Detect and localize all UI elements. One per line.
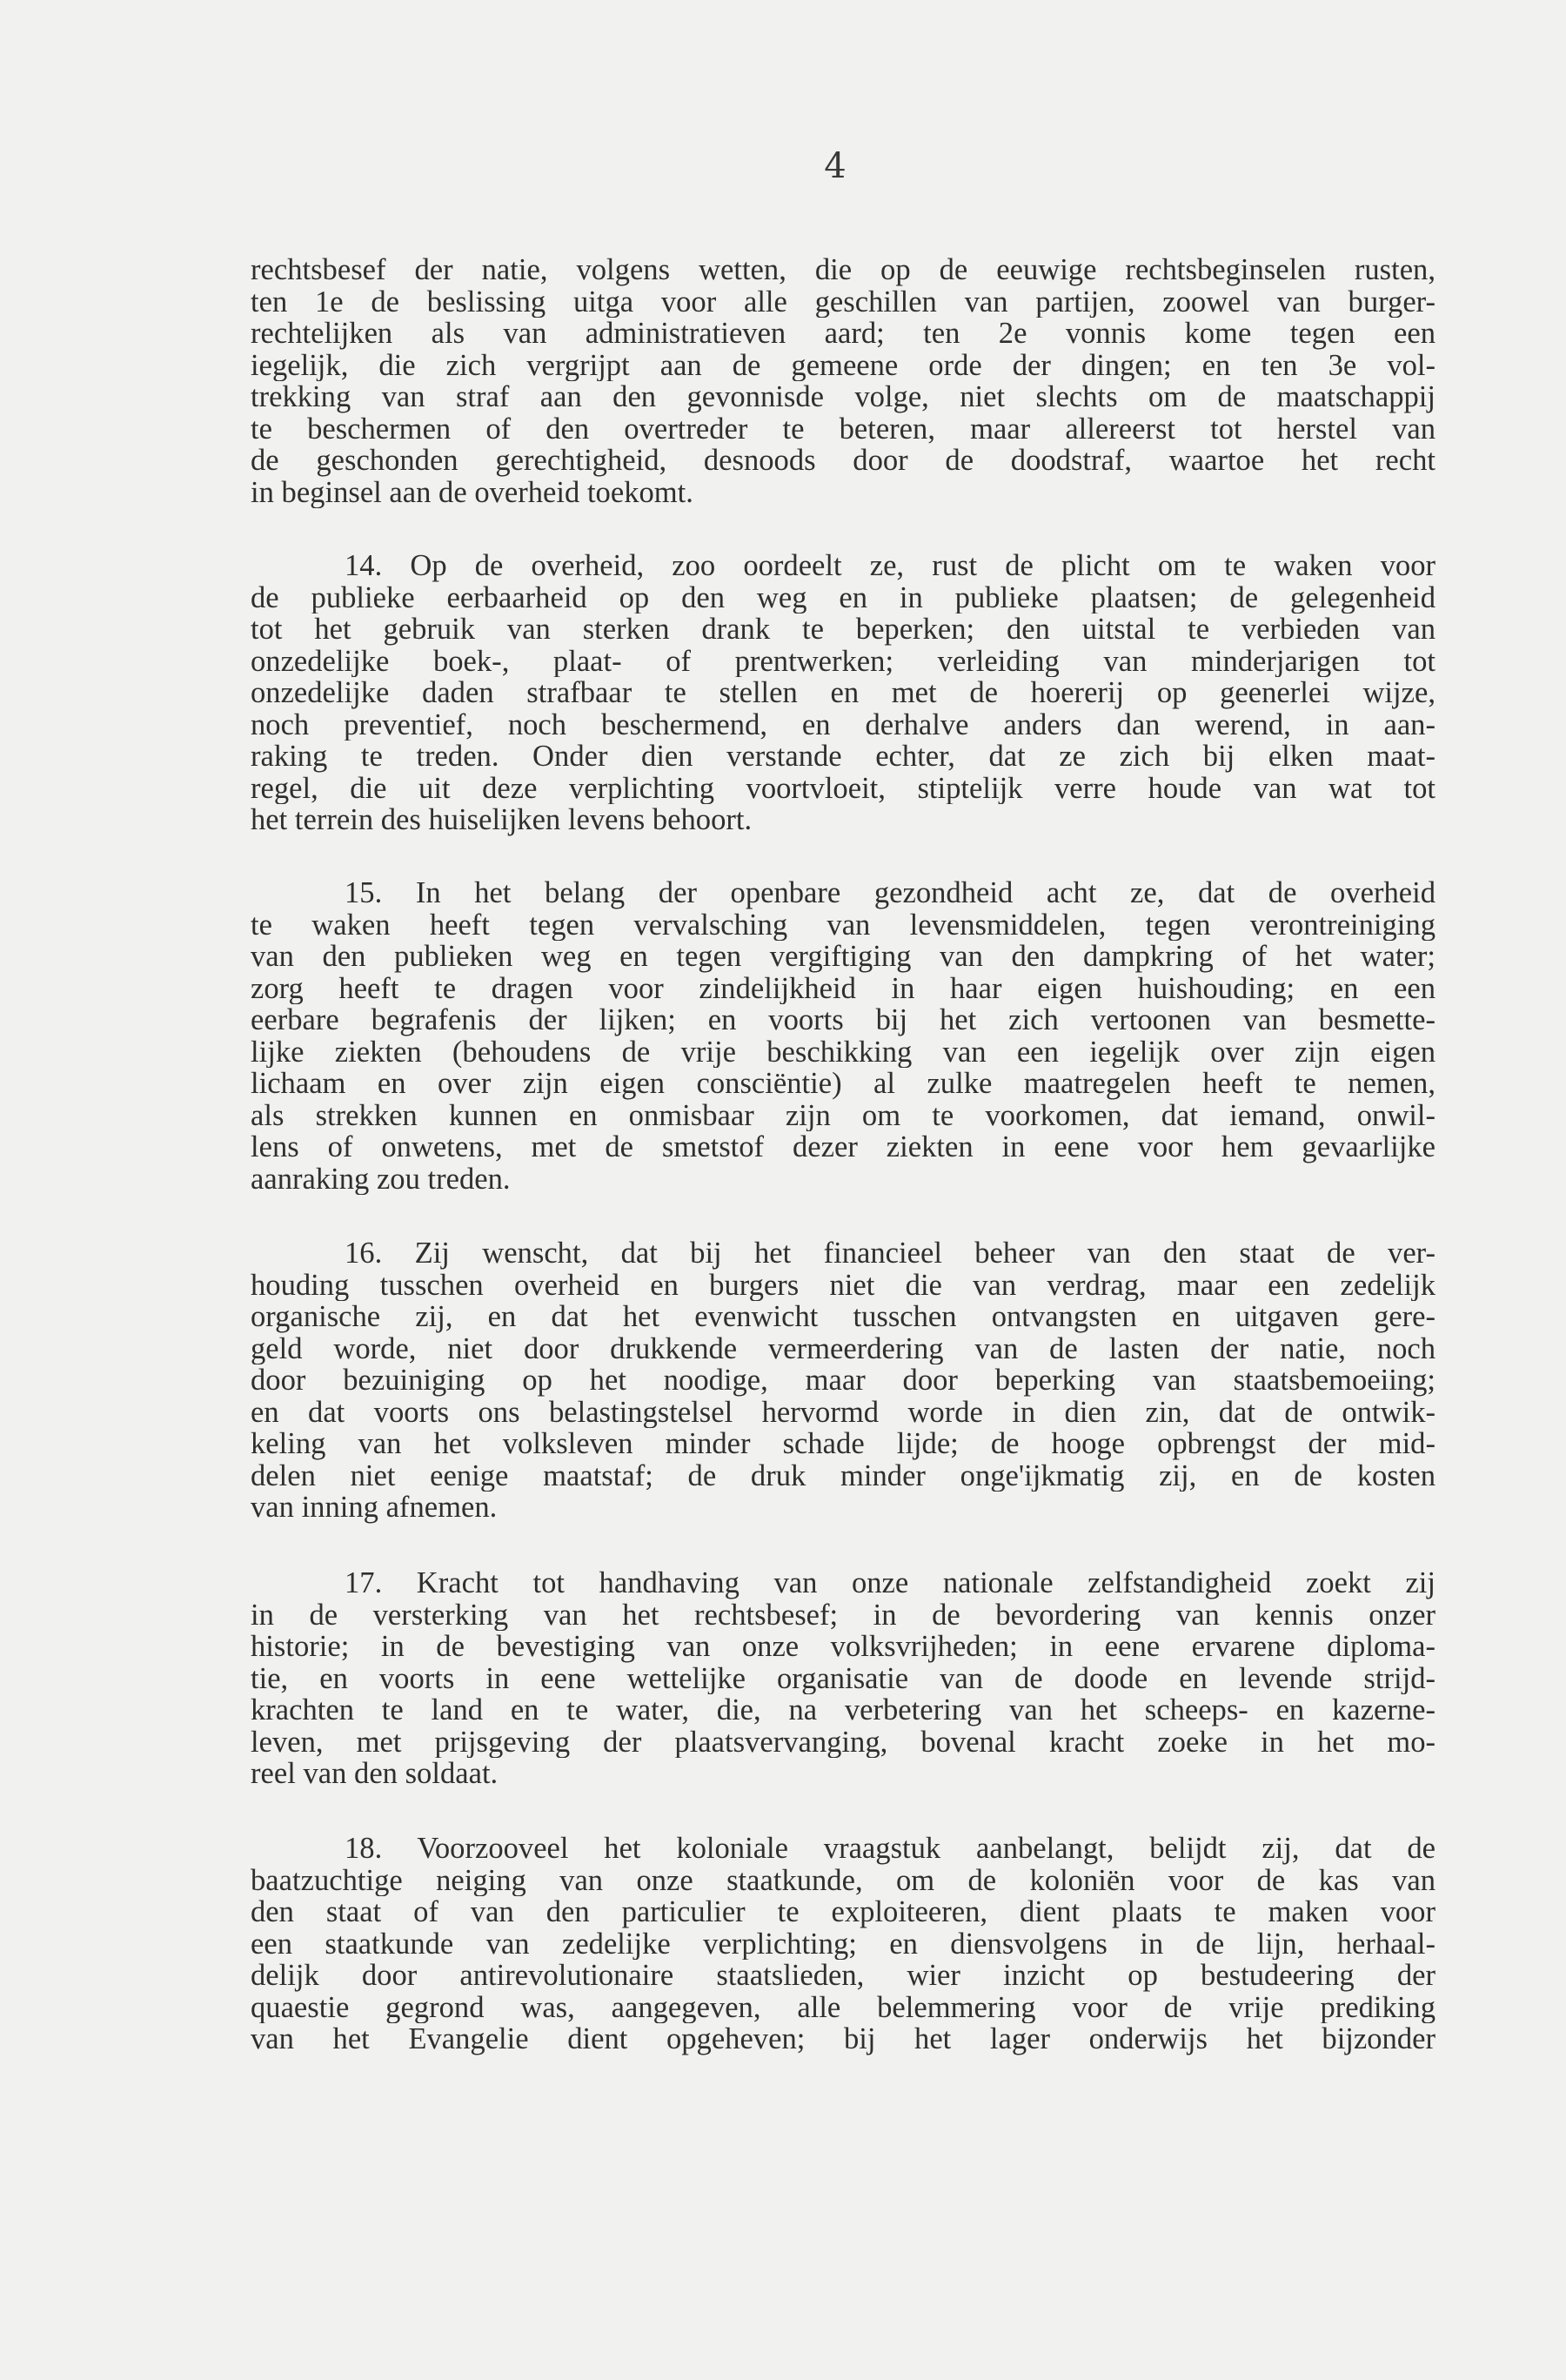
- text-line: een staatkunde van zedelijke verplichting; en diensvolgens in de lijn, herhaal-: [251, 1927, 1436, 1960]
- text-line: delijk door antirevolutionaire staatslieden, wier inzicht op bestudeering der: [251, 1960, 1436, 1992]
- paragraph-18: [251, 1833, 1436, 2055]
- text-line: door bezuiniging op het noodige, maar door beperking van staatsbemoeiing;: [251, 1364, 1436, 1397]
- text-line: 15. In het belang der openbare gezondheid acht ze, dat de overheid: [345, 877, 1436, 909]
- text-line: ten 1e de beslissing uitga voor alle geschillen van partijen, zoowel van burger-: [251, 285, 1436, 318]
- text-line: regel, die uit deze verplichting voortvloeit, stiptelijk verre houde van wat tot: [251, 772, 1436, 804]
- text-line: raking te treden. Onder dien verstande echter, dat ze zich bij elken maat-: [251, 741, 1436, 773]
- text-line: zorg heeft te dragen voor zindelijkheid in haar eigen huishouding; en een: [251, 972, 1436, 1004]
- text-line: aanraking zou treden.: [251, 1163, 511, 1195]
- text-line: 16. Zij wenscht, dat bij het financieel beheer van den staat de ver-: [345, 1237, 1436, 1270]
- paragraph-14: [251, 550, 1436, 836]
- text-line: keling van het volksleven minder schade lijde; de hooge opbrengst der mid-: [251, 1428, 1436, 1460]
- text-line: geld worde, niet door drukkende vermeerdering van de lasten der natie, noch: [251, 1332, 1436, 1364]
- text-line: onzedelijke daden strafbaar te stellen en met de hoererij op geenerlei wijze,: [251, 677, 1436, 709]
- text-line: trekking van straf aan den gevonnisde volge, niet slechts om de maatschappij: [251, 381, 1436, 413]
- text-line: van inning afnemen.: [251, 1492, 498, 1524]
- text-line: iegelijk, die zich vergrijpt aan de gemeene orde der dingen; en ten 3e vol-: [251, 349, 1436, 381]
- text-line: historie; in de bevestiging van onze volksvrijheden; in eene ervarene diploma-: [251, 1631, 1436, 1663]
- text-line: het terrein des huiselijken levens behoort.: [251, 804, 753, 836]
- paragraph-continuation: [251, 254, 1436, 508]
- text-line: de geschonden gerechtigheid, desnoods door de doodstraf, waartoe het recht: [251, 445, 1436, 477]
- text-line: 14. Op de overheid, zoo oordeelt ze, rust de plicht om te waken voor: [345, 550, 1436, 582]
- text-line: baatzuchtige neiging van onze staatkunde, om de koloniën voor de kas van: [251, 1864, 1436, 1896]
- text-line: in de versterking van het rechtsbesef; in de bevordering van kennis onzer: [251, 1599, 1436, 1631]
- text-line: reel van den soldaat.: [251, 1758, 499, 1790]
- text-line: rechtsbesef der natie, volgens wetten, die op de eeuwige rechtsbeginselen rusten,: [251, 254, 1436, 286]
- page-number: 4: [824, 146, 847, 186]
- text-line: rechtelijken als van administratieven aard; ten 2e vonnis kome tegen een: [251, 318, 1436, 350]
- text-line: te waken heeft tegen vervalsching van levensmiddelen, tegen verontreiniging: [251, 908, 1436, 941]
- text-line: lichaam en over zijn eigen consciëntie) al zulke maatregelen heeft te nemen,: [251, 1068, 1436, 1100]
- text-line: krachten te land en te water, die, na verbetering van het scheeps- en kazerne-: [251, 1694, 1436, 1726]
- paragraph-15: [251, 877, 1436, 1195]
- text-line: lens of onwetens, met de smetstof dezer ziekten in eene voor hem gevaarlijke: [251, 1131, 1436, 1163]
- text-line: tie, en voorts in eene wettelijke organisatie van de doode en levende strijd-: [251, 1662, 1436, 1694]
- text-line: en dat voorts ons belastingstelsel hervormd worde in dien zin, dat de ontwik-: [251, 1396, 1436, 1428]
- text-line: lijke ziekten (behoudens de vrije beschikking van een iegelijk over zijn eigen: [251, 1036, 1436, 1068]
- text-line: quaestie gegrond was, aangegeven, alle belemmering voor de vrije prediking: [251, 1991, 1436, 2023]
- text-line: houding tusschen overheid en burgers niet die van verdrag, maar een zedelijk: [251, 1269, 1436, 1301]
- text-line: noch preventief, noch beschermend, en derhalve anders dan werend, in aan-: [251, 708, 1436, 741]
- paragraph-16: [251, 1237, 1436, 1524]
- text-line: van het Evangelie dient opgeheven; bij het lager onderwijs het bijzonder: [251, 2023, 1436, 2055]
- text-line: 17. Kracht tot handhaving van onze nationale zelfstandigheid zoekt zij: [345, 1567, 1436, 1599]
- text-line: van den publieken weg en tegen vergiftiging van den dampkring of het water;: [251, 941, 1436, 973]
- text-line: te beschermen of den overtreder te beteren, maar allereerst tot herstel van: [251, 412, 1436, 445]
- text-line: 18. Voorzooveel het koloniale vraagstuk aanbelangt, belijdt zij, dat de: [345, 1833, 1436, 1865]
- text-line: organische zij, en dat het evenwicht tusschen ontvangsten en uitgaven gere-: [251, 1301, 1436, 1333]
- paragraph-17: [251, 1567, 1436, 1790]
- text-line: de publieke eerbaarheid op den weg en in publieke plaatsen; de gelegenheid: [251, 581, 1436, 613]
- text-line: den staat of van den particulier te exploiteeren, dient plaats te maken voor: [251, 1896, 1436, 1928]
- text-line: leven, met prijsgeving der plaatsvervanging, bovenal kracht zoeke in het mo-: [251, 1726, 1436, 1758]
- text-line: in beginsel aan de overheid toekomt.: [251, 476, 693, 508]
- text-line: delen niet eenige maatstaf; de druk minder onge'ijkmatig zij, en de kosten: [251, 1459, 1436, 1492]
- text-line: eerbare begrafenis der lijken; en voorts bij het zich vertoonen van besmette-: [251, 1004, 1436, 1036]
- text-line: als strekken kunnen en onmisbaar zijn om te voorkomen, dat iemand, onwil-: [251, 1099, 1436, 1131]
- text-line: tot het gebruik van sterken drank te beperken; den uitstal te verbieden van: [251, 613, 1436, 646]
- text-line: onzedelijke boek-, plaat- of prentwerken; verleiding van minderjarigen tot: [251, 645, 1436, 677]
